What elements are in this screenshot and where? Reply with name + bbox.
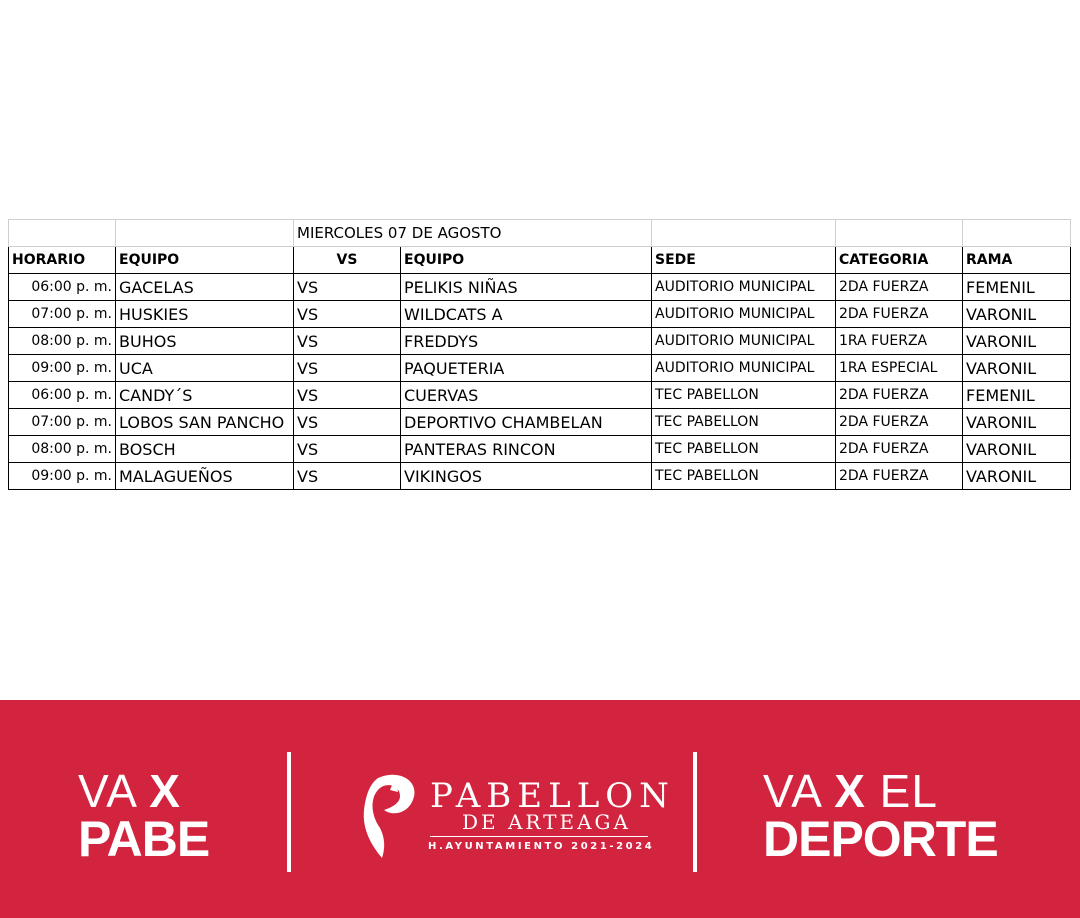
- table-row: [9, 382, 1071, 409]
- cell-equipo-2: CUERVAS: [401, 382, 652, 409]
- cell-equipo-2: WILDCATS A: [401, 301, 652, 328]
- brand-subtitle: DE ARTEAGA: [462, 810, 631, 834]
- table-row: [9, 301, 1071, 328]
- cell-equipo-2: PAQUETERIA: [401, 355, 652, 382]
- cell-sede: AUDITORIO MUNICIPAL: [652, 328, 836, 355]
- brand-rule: [430, 836, 648, 837]
- cell-vs: VS: [294, 436, 401, 463]
- title-row: [9, 220, 1071, 247]
- cell-horario: 08:00 p. m.: [9, 436, 116, 463]
- cell-horario: 09:00 p. m.: [9, 463, 116, 490]
- schedule-table: [8, 219, 1071, 490]
- header-sede: SEDE: [652, 247, 836, 274]
- header-rama: RAMA: [963, 247, 1071, 274]
- cell-categoria: 2DA FUERZA: [836, 274, 963, 301]
- header-equipo-1: EQUIPO: [116, 247, 294, 274]
- header-categoria: CATEGORIA: [836, 247, 963, 274]
- schedule-title: MIERCOLES 07 DE AGOSTO: [294, 220, 652, 247]
- cell-rama: FEMENIL: [963, 382, 1071, 409]
- right-slogan-va: VA: [763, 765, 821, 817]
- cell-rama: VARONIL: [963, 355, 1071, 382]
- cell-equipo-2: PANTERAS RINCON: [401, 436, 652, 463]
- cell-sede: TEC PABELLON: [652, 382, 836, 409]
- cell-categoria: 2DA FUERZA: [836, 301, 963, 328]
- table-row: [9, 436, 1071, 463]
- header-horario: HORARIO: [9, 247, 116, 274]
- cell-equipo-2: DEPORTIVO CHAMBELAN: [401, 409, 652, 436]
- right-slogan-el: EL: [879, 765, 938, 817]
- table-row: [9, 409, 1071, 436]
- table-row: [9, 355, 1071, 382]
- cell-rama: VARONIL: [963, 436, 1071, 463]
- cell-sede: AUDITORIO MUNICIPAL: [652, 301, 836, 328]
- cell-categoria: 2DA FUERZA: [836, 463, 963, 490]
- cell-categoria: 1RA ESPECIAL: [836, 355, 963, 382]
- cell-equipo-1: UCA: [116, 355, 294, 382]
- cell-categoria: 2DA FUERZA: [836, 382, 963, 409]
- cell-vs: VS: [294, 463, 401, 490]
- cell-vs: VS: [294, 274, 401, 301]
- cell-sede: TEC PABELLON: [652, 463, 836, 490]
- divider-right: [693, 752, 697, 872]
- cell-horario: 07:00 p. m.: [9, 409, 116, 436]
- cell-horario: 09:00 p. m.: [9, 355, 116, 382]
- brand-name: PABELLON: [430, 776, 675, 816]
- cell-vs: VS: [294, 409, 401, 436]
- cell-vs: VS: [294, 301, 401, 328]
- right-slogan-x: X: [834, 765, 866, 817]
- cell-equipo-1: BUHOS: [116, 328, 294, 355]
- divider-left: [287, 752, 291, 872]
- left-slogan-x: X: [149, 765, 181, 817]
- cell-vs: VS: [294, 328, 401, 355]
- cell-categoria: 2DA FUERZA: [836, 436, 963, 463]
- cell-equipo-1: GACELAS: [116, 274, 294, 301]
- right-slogan-deporte: DEPORTE: [763, 811, 998, 867]
- table-row: [9, 328, 1071, 355]
- cell-equipo-1: LOBOS SAN PANCHO: [116, 409, 294, 436]
- footer-banner: [0, 700, 1080, 918]
- cell-rama: VARONIL: [963, 301, 1071, 328]
- cell-horario: 06:00 p. m.: [9, 382, 116, 409]
- cell-categoria: 2DA FUERZA: [836, 409, 963, 436]
- cell-rama: FEMENIL: [963, 274, 1071, 301]
- left-slogan-pabe: PABE: [78, 811, 210, 867]
- cell-sede: TEC PABELLON: [652, 409, 836, 436]
- brand-government: H.AYUNTAMIENTO 2021-2024: [428, 841, 655, 852]
- header-row: [9, 247, 1071, 274]
- cell-vs: VS: [294, 355, 401, 382]
- cell-equipo-1: HUSKIES: [116, 301, 294, 328]
- schedule-body: [9, 274, 1071, 490]
- table-row: [9, 274, 1071, 301]
- cell-equipo-1: CANDY´S: [116, 382, 294, 409]
- cell-horario: 08:00 p. m.: [9, 328, 116, 355]
- cell-vs: VS: [294, 382, 401, 409]
- cell-equipo-1: BOSCH: [116, 436, 294, 463]
- header-vs: VS: [294, 247, 401, 274]
- cell-rama: VARONIL: [963, 409, 1071, 436]
- pabellon-p-logo-icon: [360, 770, 420, 860]
- right-slogan: [763, 765, 998, 867]
- cell-rama: VARONIL: [963, 463, 1071, 490]
- cell-sede: AUDITORIO MUNICIPAL: [652, 274, 836, 301]
- cell-rama: VARONIL: [963, 328, 1071, 355]
- cell-categoria: 1RA FUERZA: [836, 328, 963, 355]
- header-equipo-2: EQUIPO: [401, 247, 652, 274]
- left-slogan-va: VA: [78, 765, 136, 817]
- cell-equipo-2: PELIKIS NIÑAS: [401, 274, 652, 301]
- cell-sede: TEC PABELLON: [652, 436, 836, 463]
- cell-equipo-2: FREDDYS: [401, 328, 652, 355]
- left-slogan: [78, 765, 210, 867]
- cell-equipo-2: VIKINGOS: [401, 463, 652, 490]
- cell-equipo-1: MALAGUEÑOS: [116, 463, 294, 490]
- cell-horario: 07:00 p. m.: [9, 301, 116, 328]
- cell-sede: AUDITORIO MUNICIPAL: [652, 355, 836, 382]
- cell-horario: 06:00 p. m.: [9, 274, 116, 301]
- table-row: [9, 463, 1071, 490]
